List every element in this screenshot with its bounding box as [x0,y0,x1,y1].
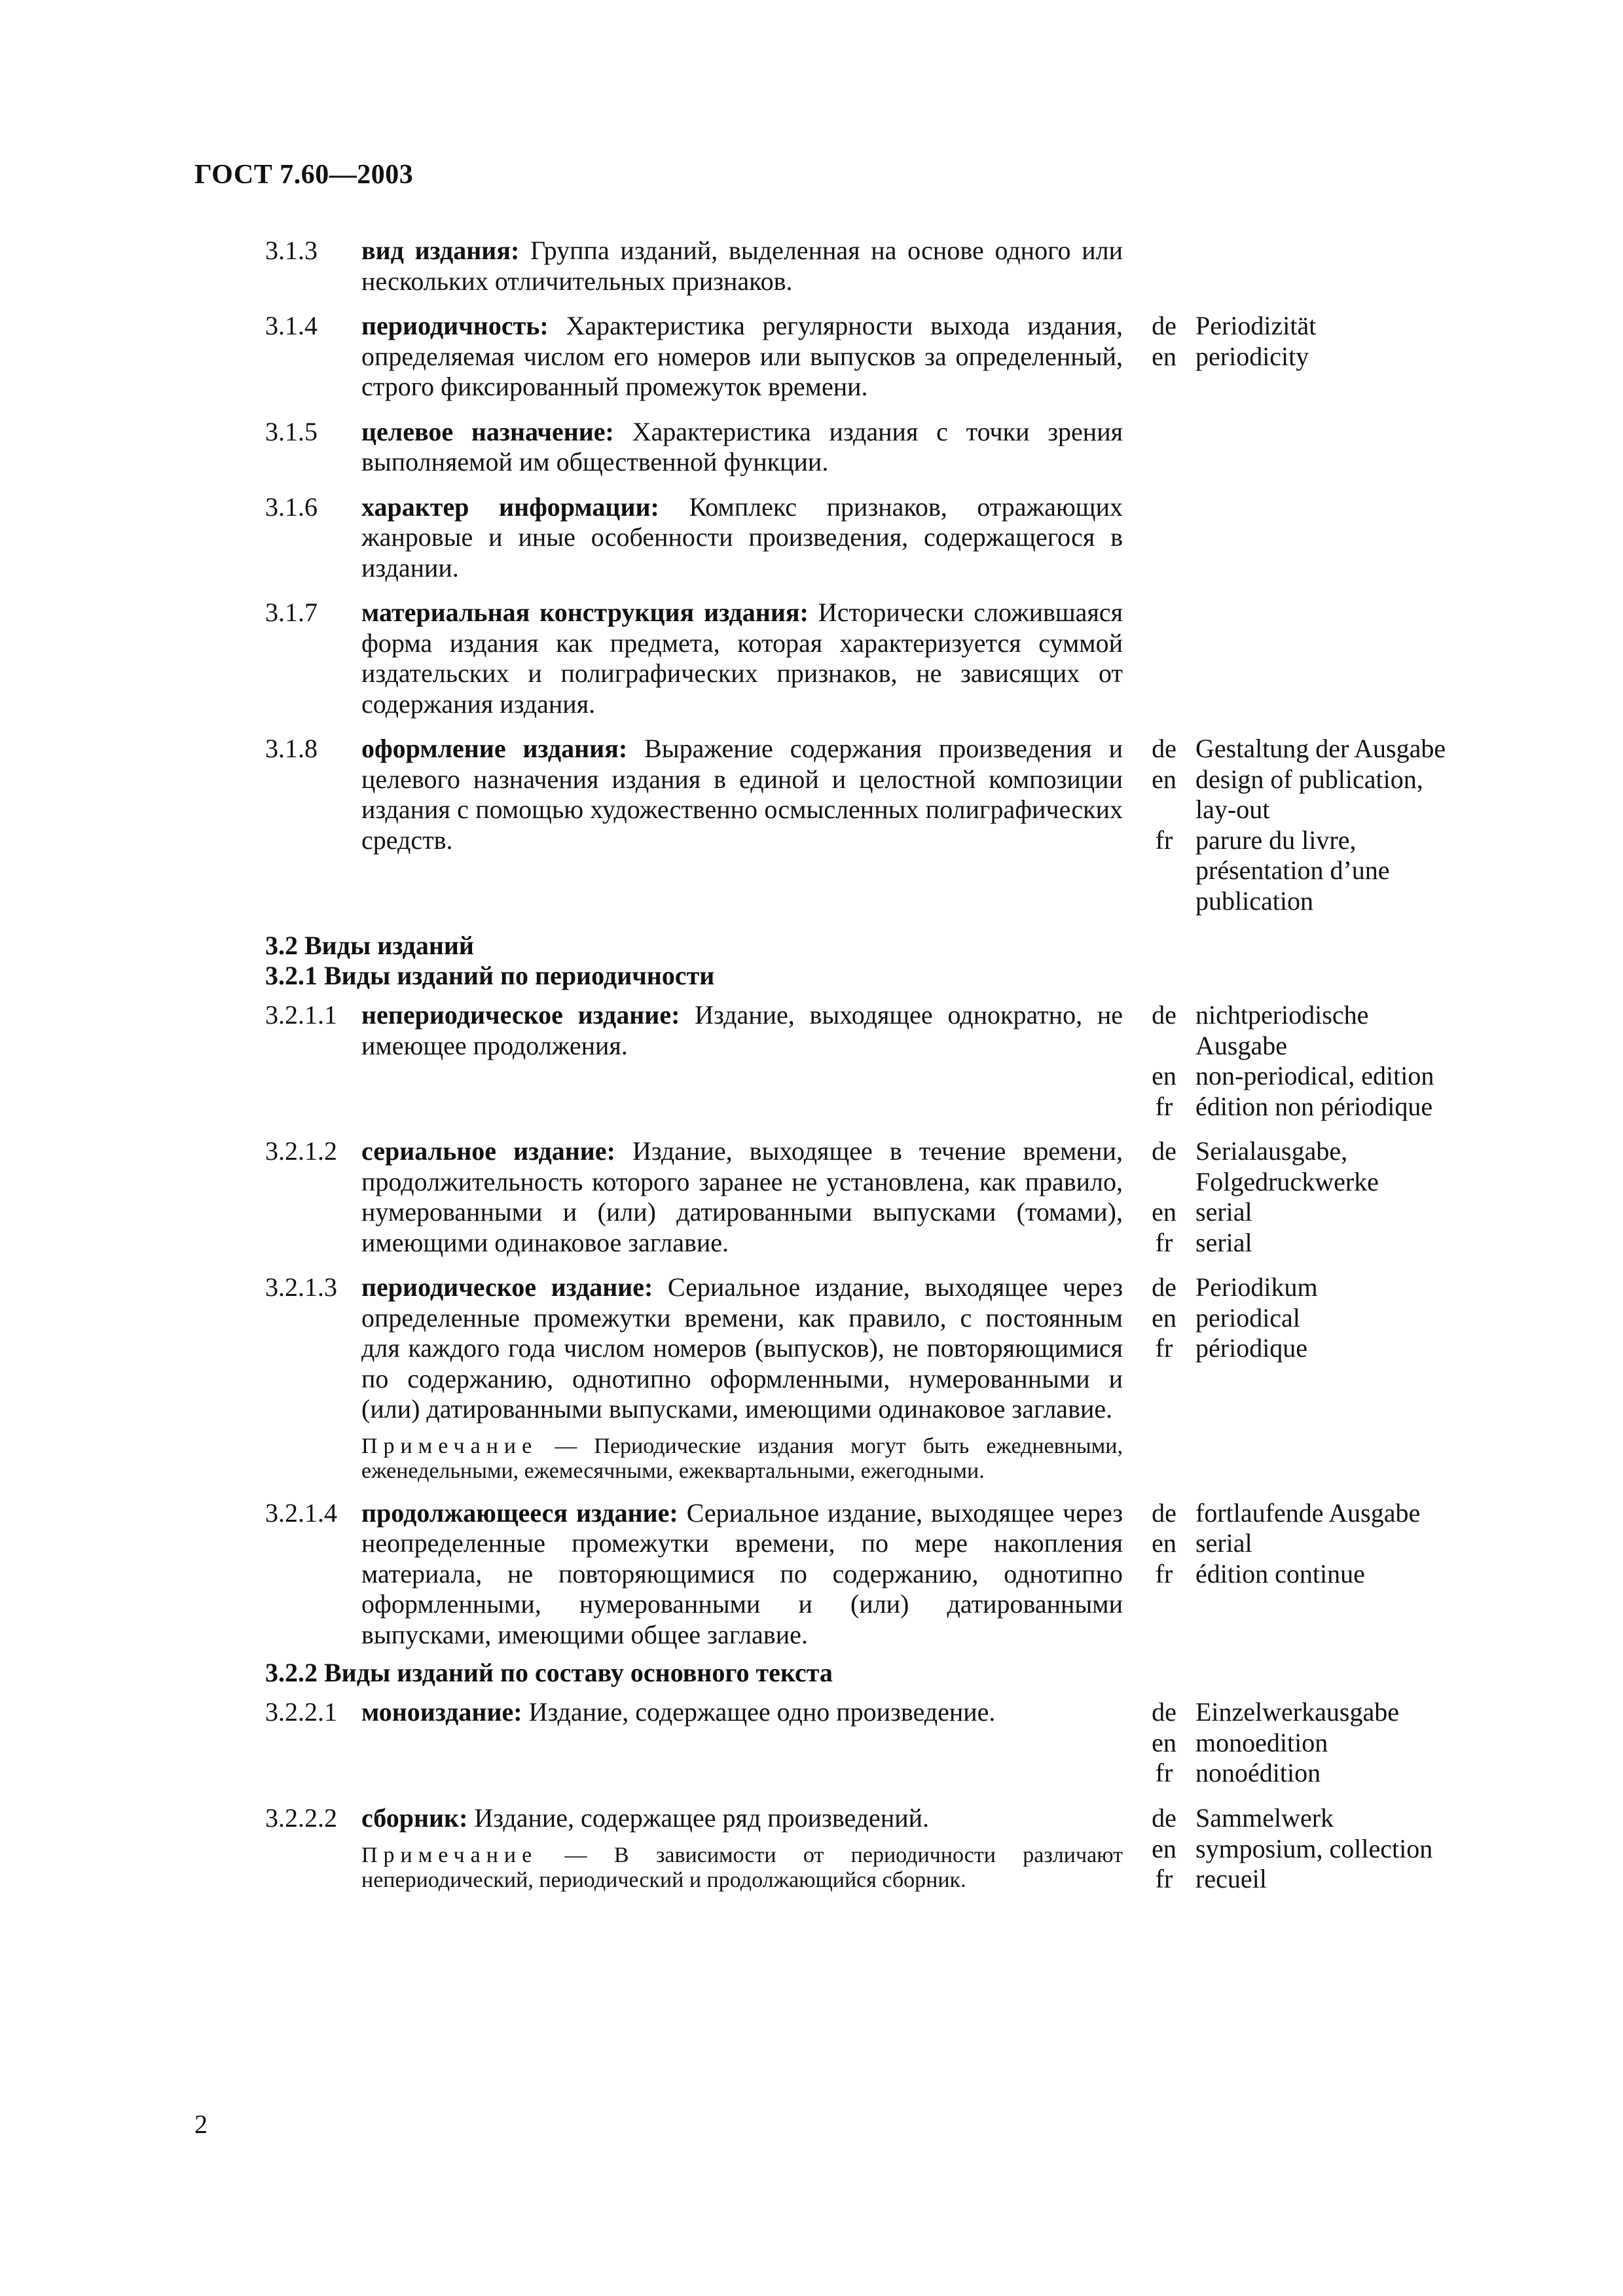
entry-number: 3.2.1.3 [265,1272,337,1302]
language-code [1140,855,1188,886]
foreign-equivalents [1140,1498,1559,1590]
entry-term: периодичность: [361,311,549,340]
equivalent-term: publication [1195,886,1313,916]
language-code: fr [1155,1091,1173,1121]
entry-number: 3.1.8 [265,734,318,763]
equivalent-row [1140,1697,1559,1728]
entry-term: сериальное издание: [361,1136,615,1166]
entry-text: Характеристика регулярности выхода издания, определяемая числом его номеров или выпусков за определенный, строго фиксированный промежуток времени. [361,311,1123,401]
equivalent-row [1140,1061,1559,1092]
language-code: fr [1155,1864,1173,1893]
language-code: en [1152,764,1176,794]
section-heading-3-2-1: 3.2.1 Виды изданий по периодичности [265,961,715,990]
entry-term: оформление издания: [361,734,628,763]
entry-term: моноиздание: [361,1697,522,1727]
foreign-equivalents [1140,1136,1559,1258]
language-code: de [1152,1136,1176,1166]
entry-definition [361,311,1123,403]
equivalent-row [1140,1333,1559,1364]
language-code: en [1152,1197,1176,1227]
entry-term: вид издания: [361,236,520,265]
entry-text: Сериальное издание, выходящее через неопределенные промежутки времени, по мере накопления материала, не повторяющимися по содержанию, однотипно оформленными, нумерованными и (или) датированными выпусками, имеющими общее заглавие. [361,1498,1123,1649]
equivalent-term: présentation d’une [1195,855,1390,885]
equivalent-row [1140,1728,1559,1759]
entry-definition [361,417,1123,478]
language-code: en [1152,1727,1176,1757]
entry-term: периодическое издание: [361,1272,653,1302]
equivalent-row [1140,1228,1559,1259]
equivalent-term: Ausgabe [1195,1030,1287,1060]
entry-number: 3.2.1.4 [265,1498,337,1528]
entry-number: 3.2.1.2 [265,1136,337,1166]
equivalent-term: serial [1195,1197,1252,1227]
language-code: de [1152,311,1176,340]
entry-definition [361,1697,1123,1728]
foreign-equivalents [1140,1697,1559,1789]
equivalent-row [1140,1498,1559,1529]
entry-term: характер информации: [361,492,659,522]
equivalent-row [1140,1559,1559,1590]
entry-number: 3.1.6 [265,492,318,522]
equivalent-row [1140,734,1559,764]
equivalent-term: recueil [1195,1864,1267,1893]
language-code: en [1152,1528,1176,1558]
equivalent-row [1140,342,1559,372]
entry-text: Исторически сложившаяся форма издания как предмета, которая характеризуется суммой издательских и полиграфических признаков, не зависящих от содержания издания. [361,598,1123,719]
entry-term: целевое назначение: [361,416,614,446]
entry-number: 3.2.1.1 [265,1000,337,1030]
entry-number: 3.1.3 [265,236,318,265]
equivalent-row [1140,1167,1559,1198]
entry-number: 3.2.2.1 [265,1697,337,1727]
term-entry [0,311,1623,403]
entry-term: сборник: [361,1803,468,1833]
section-heading-3-2: 3.2 Виды изданий [265,931,474,960]
foreign-equivalents [1140,1000,1559,1122]
equivalent-term: serial [1195,1528,1252,1558]
equivalent-term: Einzelwerkausgabe [1195,1697,1399,1727]
equivalent-row [1140,1136,1559,1167]
equivalent-term: Periodikum [1195,1272,1318,1302]
equivalent-row [1140,825,1559,856]
language-code: en [1152,341,1176,371]
equivalent-row [1140,1197,1559,1228]
language-code [1140,795,1188,825]
note-text: — Периодические издания могут быть ежедневными, еженедельными, ежемесячными, ежеквартальными, ежегодными. [361,1433,1123,1483]
entry-definition [361,492,1123,584]
entry-definition [361,1272,1123,1425]
equivalent-term: Gestaltung der Ausgabe [1195,734,1446,763]
entries-3-2-1 [0,1000,1623,1650]
standard-header: ГОСТ 7.60—2003 [194,160,414,190]
foreign-equivalents [1140,1803,1559,1895]
language-code: fr [1155,1758,1173,1787]
equivalent-row [1140,1031,1559,1062]
language-code: fr [1155,1333,1173,1363]
language-code: de [1152,1000,1176,1030]
entry-definition [361,1136,1123,1258]
equivalent-row [1140,855,1559,886]
term-entry [0,492,1623,584]
entry-text: Издание, выходящее однократно, не имеющее продолжения. [361,1000,1123,1060]
entry-text: Выражение содержания произведения и целевого назначения издания в единой и целостной композиции издания с помощью художественно осмысленных полиграфических средств. [361,734,1123,855]
entry-text: Сериальное издание, выходящее через определенные промежутки времени, как правило, с постоянным для каждого года числом номеров (выпусков), не повторяющимися по содержанию, однотипно оформленными, нумерованными и (или) датированными выпусками, имеющими одинаковое заглавие. [361,1272,1123,1424]
language-code: en [1152,1061,1176,1090]
entry-text: Издание, содержащее ряд произведений. [467,1803,930,1833]
term-entry [0,1272,1623,1484]
entry-text: Комплекс признаков, отражающих жанровые и иные особенности произведения, содержащегося в издании. [361,492,1123,583]
language-code [1140,886,1188,917]
equivalent-term: Periodizität [1195,311,1317,340]
equivalent-term: symposium, collection [1195,1833,1433,1863]
language-code: fr [1155,825,1173,855]
equivalent-row [1140,1528,1559,1559]
language-code: de [1152,734,1176,763]
equivalent-term: nichtperiodische [1195,1000,1369,1030]
entry-note [361,1434,1123,1484]
term-entry [0,598,1623,719]
equivalent-term: periodical [1195,1302,1300,1333]
language-code: en [1152,1302,1176,1333]
document-body [0,236,1623,1909]
term-entry [0,1697,1623,1789]
equivalent-row [1140,1303,1559,1334]
equivalent-term: nonoédition [1195,1758,1321,1787]
entries-3-1 [0,236,1623,916]
equivalent-row [1140,1864,1559,1895]
equivalent-term: periodicity [1195,341,1309,371]
equivalent-row [1140,795,1559,825]
equivalent-row [1140,1092,1559,1122]
equivalent-term: fortlaufende Ausgabe [1195,1498,1421,1528]
equivalent-term: édition continue [1195,1558,1365,1588]
note-label: Примечание [361,1842,538,1867]
entry-number: 3.1.4 [265,311,318,340]
entry-text: Издание, выходящее в течение времени, продолжительность которого заранее не установлена, как правило, нумерованными и (или) датированными выпусками (томами), имеющими одинаковое заглавие. [361,1136,1123,1257]
entry-text: Издание, содержащее одно произведение. [522,1697,996,1727]
term-entry [0,1498,1623,1651]
language-code: de [1152,1498,1176,1528]
language-code: fr [1155,1227,1173,1257]
entry-number: 3.1.7 [265,598,318,627]
language-code [1140,1031,1188,1062]
entry-number: 3.2.2.2 [265,1803,337,1833]
entry-definition [361,236,1123,296]
equivalent-term: serial [1195,1227,1252,1257]
foreign-equivalents [1140,311,1559,372]
equivalent-term: édition non périodique [1195,1091,1433,1121]
equivalent-row [1140,1272,1559,1303]
equivalent-term: périodique [1195,1333,1308,1363]
equivalent-term: Serialausgabe, [1195,1136,1348,1166]
entries-3-2-2 [0,1697,1623,1895]
term-entry [0,417,1623,478]
term-entry [0,236,1623,296]
equivalent-row [1140,1000,1559,1031]
language-code [1140,1167,1188,1198]
term-entry [0,1803,1623,1895]
entry-definition [361,1000,1123,1061]
equivalent-term: lay-out [1195,795,1270,824]
equivalent-term: design of publication, [1195,764,1423,794]
page-number: 2 [194,2109,208,2139]
term-entry [0,1000,1623,1122]
note-text: — В зависимости от периодичности различают непериодический, периодический и продолжающийся сборник. [361,1842,1123,1892]
equivalent-row [1140,1834,1559,1865]
entry-text: Группа изданий, выделенная на основе одного или нескольких отличительных признаков. [361,236,1123,296]
entry-definition [361,1803,1123,1834]
entry-number: 3.1.5 [265,416,318,446]
entry-term: продолжающееся издание: [361,1498,678,1528]
equivalent-term: non-periodical, edition [1195,1061,1434,1090]
entry-text: Характеристика издания с точки зрения выполняемой им общественной функции. [361,416,1123,476]
language-code: fr [1155,1558,1173,1588]
term-entry [0,1136,1623,1258]
entry-term: материальная конструкция издания: [361,598,809,627]
equivalent-row [1140,1803,1559,1834]
equivalent-row [1140,1758,1559,1789]
section-heading-3-2-2: 3.2.2 Виды изданий по составу основного текста [265,1658,833,1687]
equivalent-row [1140,311,1559,342]
language-code: de [1152,1697,1176,1727]
note-label: Примечание [361,1433,538,1458]
equivalent-term: Sammelwerk [1195,1803,1334,1833]
foreign-equivalents [1140,734,1559,916]
language-code: de [1152,1803,1176,1833]
entry-definition [361,1498,1123,1651]
language-code: en [1152,1833,1176,1863]
equivalent-term: monoedition [1195,1727,1328,1757]
equivalent-row [1140,764,1559,795]
entry-note [361,1843,1123,1893]
entry-definition [361,598,1123,719]
foreign-equivalents [1140,1272,1559,1364]
language-code: de [1152,1272,1176,1302]
equivalent-term: parure du livre, [1195,825,1357,855]
equivalent-row [1140,886,1559,917]
entry-term: непериодическое издание: [361,1000,680,1030]
entry-definition [361,734,1123,855]
equivalent-term: Folgedruckwerke [1195,1166,1379,1196]
term-entry [0,734,1623,916]
